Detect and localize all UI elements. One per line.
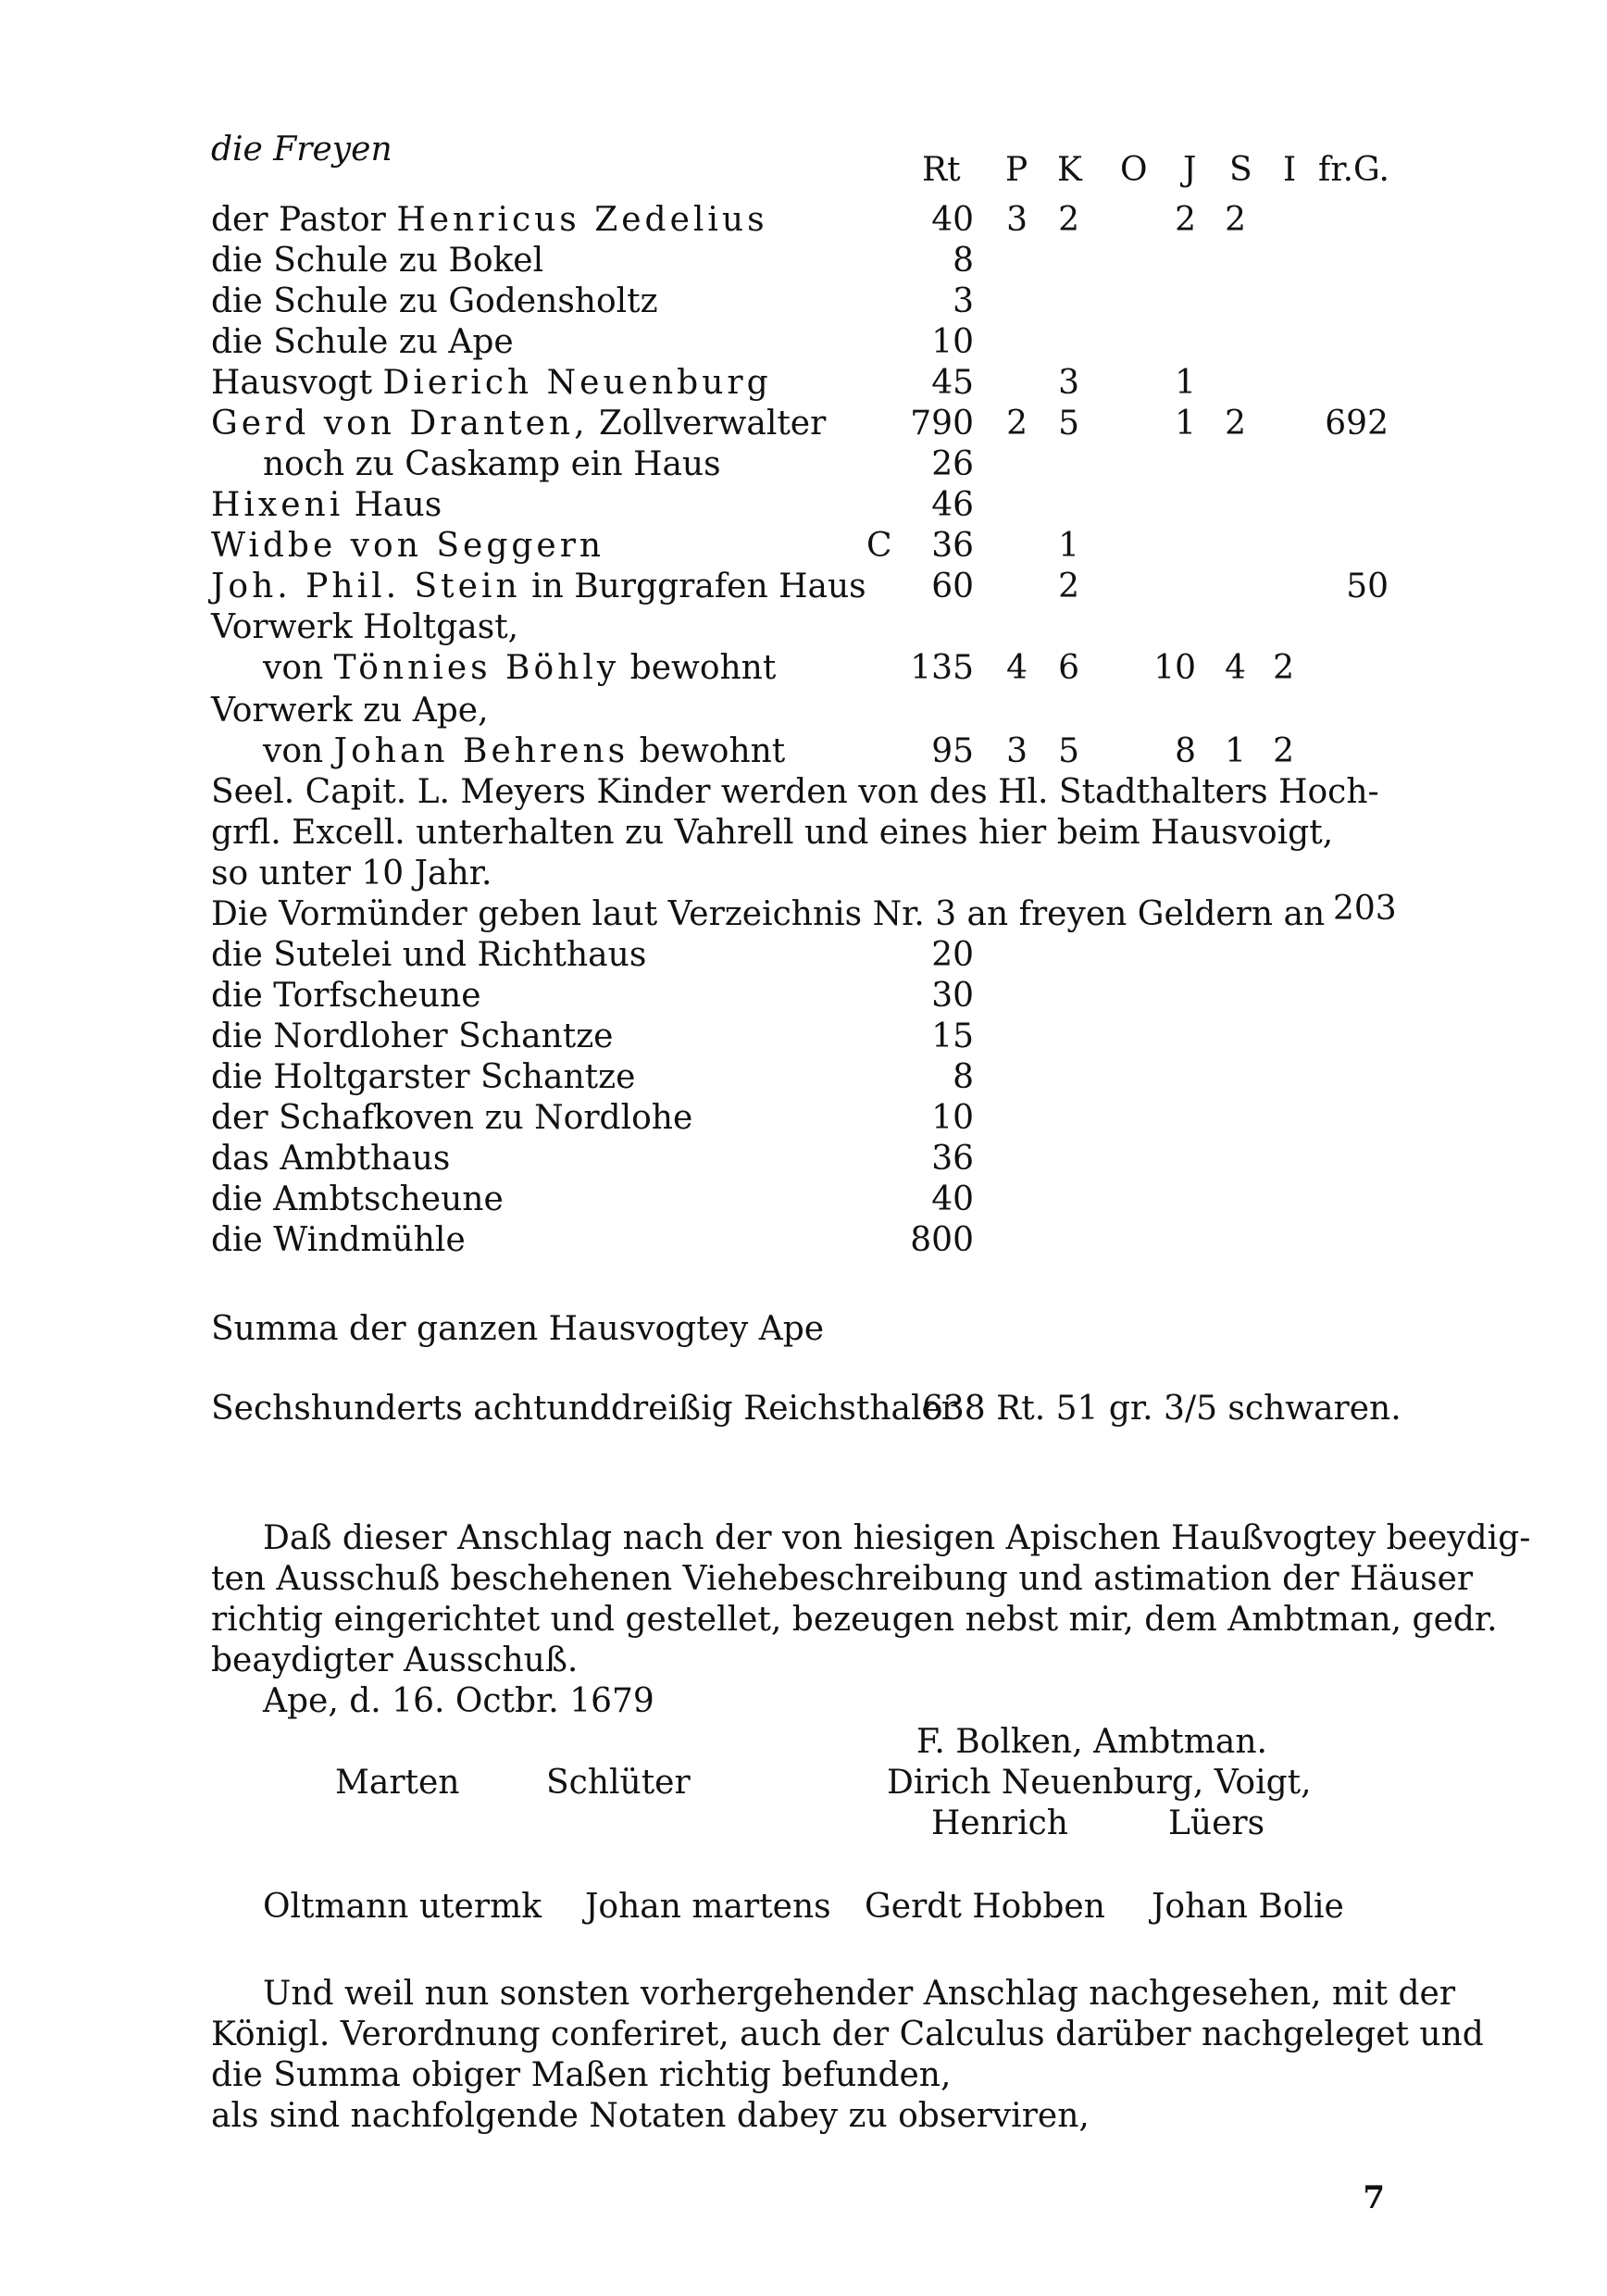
col-header-j: J [1183,151,1197,189]
cell-p: 2 [1006,405,1028,443]
cell-rt: 60 [931,568,974,605]
table-row [0,691,1607,731]
note-line: so unter 10 Jahr. [211,855,492,892]
row-label-text: der Pastor [211,201,397,239]
table-row [0,485,1607,526]
building-value: 800 [910,1221,974,1259]
row-label [211,363,772,404]
col-header-k: K [1057,151,1082,189]
building-value: 8 [953,1058,974,1096]
cell-rt: 40 [931,201,974,239]
row-label-text: von [263,732,334,770]
col-header-p: P [1005,151,1028,189]
table-row [0,281,1607,322]
cell-k: 2 [1058,568,1079,605]
place-date: Ape, d. 16. Octbr. 1679 [263,1682,654,1720]
row-label [211,200,768,241]
col-header-frg: fr.G. [1318,151,1389,189]
row-label-suffix: in Burggrafen Haus [520,568,866,605]
cell-rt: 26 [931,445,974,483]
summa-amount-text: 638 Rt. 51 gr. 3/5 schwaren. [922,1390,1401,1428]
table-row [0,567,1607,607]
row-label [211,404,826,444]
building-value: 36 [931,1140,974,1178]
row-label-text: Vorwerk Holtgast, [211,608,519,646]
cell-i: 2 [1273,649,1294,687]
row-label-suffix: bewohnt [629,732,786,770]
paragraph-line: Daß dieser Anschlag nach der von hiesigen Apischen Haußvogtey beeydig- [263,1519,1531,1557]
row-label-text: Vorwerk zu Ape, [211,692,489,730]
paragraph-line: ten Ausschuß beschehenen Viehebeschreibung und astimation der Häuser [211,1560,1474,1598]
row-label [211,567,866,607]
cell-j: 10 [1153,649,1196,687]
list-item [0,1098,1607,1139]
row-label [211,241,543,281]
cell-j: 8 [1175,732,1196,770]
list-item [0,1179,1607,1220]
cell-k: 1 [1058,527,1079,565]
row-label-name: Dierich Neuenburg [382,364,772,402]
signature-dirich: Dirich Neuenburg, Voigt, [887,1764,1312,1802]
row-label [211,281,658,322]
building-label: die Windmühle [211,1221,466,1259]
cell-s: 2 [1225,405,1246,443]
building-label: die Ambtscheune [211,1180,504,1218]
cell-s: 4 [1225,649,1246,687]
paragraph-line: die Summa obiger Maßen richtig befunden, [211,2056,952,2094]
row-label-name: Henricus Zedelius [396,201,768,239]
cell-k: 3 [1058,364,1079,402]
list-item [0,1139,1607,1179]
cell-frg: 50 [1346,568,1389,605]
row-label-name: Joh. Phil. Stein [211,568,521,605]
row-label-text: die Schule zu Ape [211,323,514,361]
cell-k: 5 [1058,732,1079,770]
row-label-text: Hausvogt [211,364,383,402]
cell-s: 2 [1225,201,1246,239]
page-number: 7 [1363,2179,1385,2216]
table-row [0,322,1607,363]
summa-amount [922,1389,1401,1429]
list-item [0,976,1607,1017]
paragraph-line: Und weil nun sonsten vorhergehender Anschlag nachgesehen, mit der [263,1975,1456,2013]
signature-schlueter: Schlüter [546,1764,691,1802]
paragraph-line: beaydigter Ausschuß. [211,1641,579,1679]
building-label: die Holtgarster Schantze [211,1058,636,1096]
cell-i: 2 [1273,732,1294,770]
table-row [0,526,1607,567]
row-label [263,648,776,689]
building-value: 30 [931,977,974,1015]
list-item [0,1220,1607,1261]
row-label-text: noch zu Caskamp ein Haus [263,445,721,483]
signature-henrich: Henrich [931,1804,1068,1842]
row-label [211,607,518,648]
summa-label: Summa der ganzen Hausvogtey Ape [211,1310,825,1348]
table-row [0,444,1607,485]
cell-p: 3 [1006,201,1028,239]
cell-j: 1 [1175,405,1196,443]
cell-j: 2 [1175,201,1196,239]
table-row [0,404,1607,444]
cell-rt: 8 [953,242,974,280]
vormuender-value: 203 [1333,890,1397,928]
list-item [0,1017,1607,1057]
row-label-name: Johan Behrens [333,732,629,770]
col-header-rt: Rt [922,151,961,189]
col-header-o: O [1120,151,1148,189]
signature-marten: Marten [335,1764,460,1802]
building-label: die Nordloher Schantze [211,1017,614,1055]
row-label-suffix: Haus [343,486,442,524]
table-row [0,731,1607,772]
row-label [211,691,489,731]
row-label-name: Widbe von Seggern [211,527,605,565]
note-line: grfl. Excell. unterhalten zu Vahrell und eines hier beim Hausvoigt, [211,814,1334,852]
list-item [0,1057,1607,1098]
signature-johan-martens: Johan martens [585,1888,831,1926]
cell-rt: 135 [910,649,974,687]
row-label-name: Gerd von Dranten, [211,405,589,443]
section-title: die Freyen [211,131,392,168]
paragraph-line: Königl. Verordnung conferiret, auch der Calculus darüber nachgeleget und [211,2015,1484,2053]
col-header-i: I [1283,151,1297,189]
paragraph-line: als sind nachfolgende Notaten dabey zu observiren, [211,2097,1090,2135]
row-label-text: die Schule zu Bokel [211,242,544,280]
cell-p: 3 [1006,732,1028,770]
list-item [0,935,1607,976]
summa-words: Sechshunderts achtunddreißig Reichsthaler [211,1390,957,1428]
row-label-text: von [263,649,334,687]
row-label [263,731,785,772]
row-label-name: Hixeni [211,486,344,524]
cell-rt: 45 [931,364,974,402]
cell-rt: 790 [910,405,974,443]
signature-lueers: Lüers [1168,1804,1265,1842]
cell-k: 2 [1058,201,1079,239]
paragraph-line: richtig eingerichtet und gestellet, bezeugen nebst mir, dem Ambtman, gedr. [211,1601,1498,1639]
building-label: die Torfscheune [211,977,481,1015]
cell-p: 4 [1006,649,1028,687]
note-line: Seel. Capit. L. Meyers Kinder werden von des Hl. Stadthalters Hoch- [211,773,1379,811]
cell-rt: 46 [931,486,974,524]
row-label [211,526,604,567]
table-row [0,200,1607,241]
building-label: das Ambthaus [211,1140,451,1178]
building-value: 10 [931,1099,974,1137]
building-value: 20 [931,936,974,974]
row-label-suffix: Zollverwalter [588,405,827,443]
cell-k: 5 [1058,405,1079,443]
row-label [211,322,514,363]
table-row [0,648,1607,689]
cell-rt: 10 [931,323,974,361]
cell-j: 1 [1175,364,1196,402]
cell-rt: 36 [931,527,974,565]
building-label: die Sutelei und Richthaus [211,936,647,974]
row-label-suffix: bewohnt [619,649,777,687]
row-label [263,444,721,485]
row-mark: C [866,527,892,565]
row-label-name: Tönnies Böhly [333,649,620,687]
building-value: 40 [931,1180,974,1218]
vormuender-text: Die Vormünder geben laut Verzeichnis Nr. 3 an freyen Geldern an [211,895,1326,933]
signature-bolken: F. Bolken, Ambtman. [916,1723,1267,1761]
cell-rt: 95 [931,732,974,770]
cell-frg: 692 [1325,405,1389,443]
signature-gerdt: Gerdt Hobben [865,1888,1105,1926]
cell-rt: 3 [953,282,974,320]
cell-s: 1 [1225,732,1246,770]
row-label [211,485,442,526]
col-header-s: S [1229,151,1252,189]
table-row [0,363,1607,404]
table-row [0,241,1607,281]
table-row [0,607,1607,648]
building-value: 15 [931,1017,974,1055]
signature-oltmann: Oltmann utermk [263,1888,542,1926]
signature-bolie: Johan Bolie [1152,1888,1344,1926]
cell-k: 6 [1058,649,1079,687]
row-label-text: die Schule zu Godensholtz [211,282,658,320]
building-label: der Schafkoven zu Nordlohe [211,1099,693,1137]
